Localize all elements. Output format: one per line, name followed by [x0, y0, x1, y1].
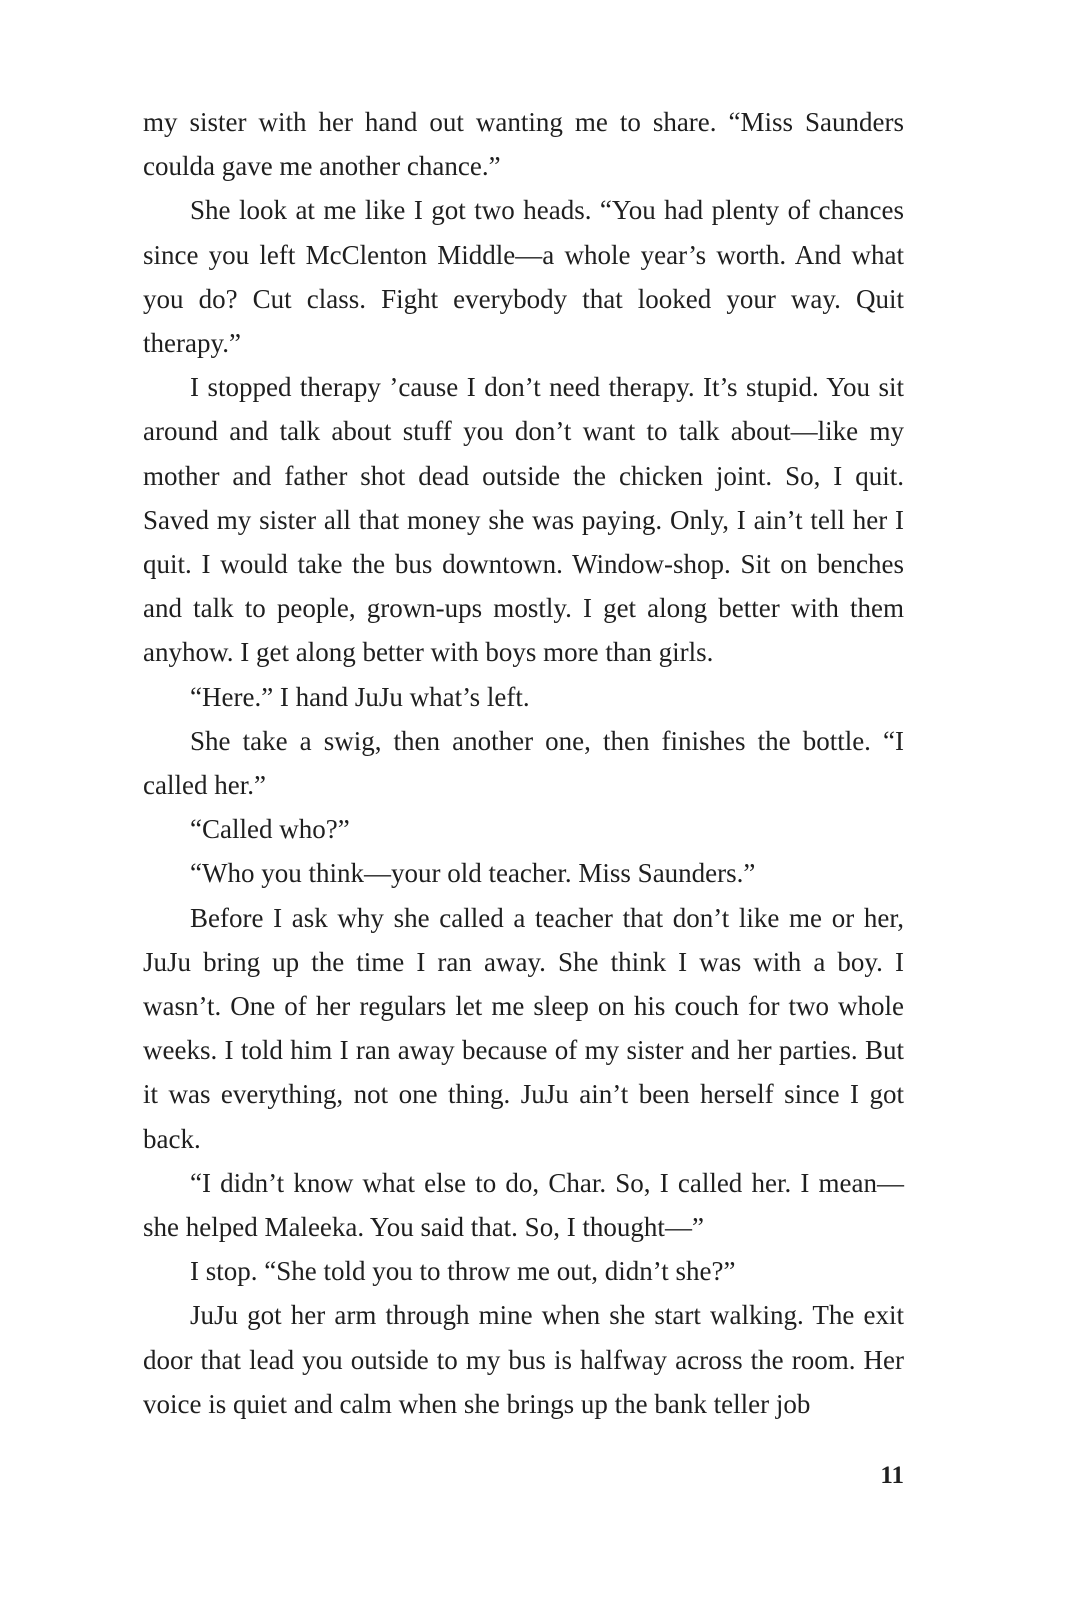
paragraph: JuJu got her arm through mine when she start walking. The exit door that lead you outside to my bus is halfway across the room. Her voice is quiet and calm when she brings up the bank teller job [143, 1300, 904, 1419]
page-number: 11 [880, 1462, 904, 1489]
paragraph: “Called who?” [190, 814, 350, 845]
paragraph: my sister with her hand out wanting me to share. “Miss Saunders coulda gave me another chance.” [143, 107, 904, 182]
paragraph: She look at me like I got two heads. “You had plenty of chances since you left McClenton Middle—a whole year’s worth. And what you do? Cut class. Fight everybody that looked your way. Quit therapy.” [143, 195, 904, 359]
paragraph: Before I ask why she called a teacher that don’t like me or her, JuJu bring up the time I ran away. She think I was with a boy. I wasn’t. One of her regulars let me sleep on his couch for two whole weeks. I told him I ran away because of my sister and her parties. But it was everything, not one thing. JuJu ain’t been herself since I got back. [143, 902, 904, 1154]
paragraph: “Who you think—your old teacher. Miss Saunders.” [190, 858, 756, 889]
paragraph: “I didn’t know what else to do, Char. So, I called her. I mean—she helped Maleeka. You said that. So, I thought—” [143, 1167, 904, 1243]
paragraph: She take a swig, then another one, then finishes the bottle. “I called her.” [143, 725, 904, 801]
paragraph: I stopped therapy ’cause I don’t need therapy. It’s stupid. You sit around and talk about stuff you don’t want to talk about—like my mother and father shot dead outside the chicken joint. So, I quit. Saved my sister all that money she was paying. Only, I ain’t tell her I quit. I would take the bus downtown. Window-shop. Sit on benches and talk to people, grown-ups mostly. I get along better with them anyhow. I get along better with boys more than girls. [143, 372, 904, 668]
paragraph: I stop. “She told you to throw me out, didn’t she?” [190, 1256, 736, 1287]
body-text [143, 100, 904, 1426]
paragraph: “Here.” I hand JuJu what’s left. [190, 681, 530, 712]
